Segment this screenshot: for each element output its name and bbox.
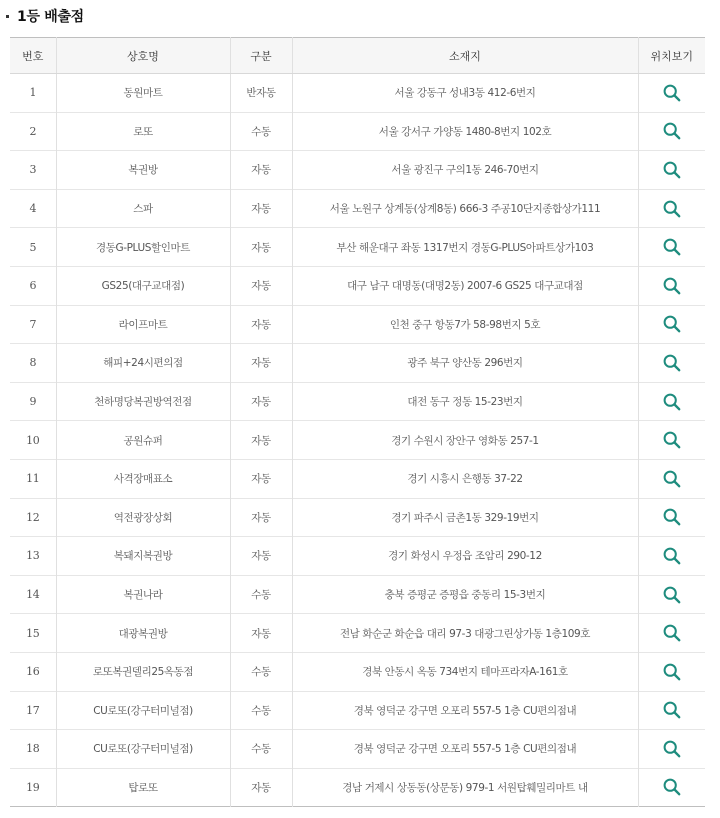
table-row [10, 691, 705, 730]
cell-location [638, 691, 705, 730]
search-icon[interactable] [662, 739, 682, 759]
view-location-button[interactable] [662, 430, 682, 450]
cell-no: 12 [10, 498, 56, 537]
table-row [10, 382, 705, 421]
cell-address: 대전 동구 정동 15-23번지 [292, 382, 638, 421]
search-icon[interactable] [662, 121, 682, 141]
cell-store-name: 로또 [56, 112, 230, 151]
view-location-button[interactable] [662, 83, 682, 103]
view-location-button[interactable] [662, 585, 682, 605]
cell-location [638, 382, 705, 421]
search-icon[interactable] [662, 276, 682, 296]
cell-location [638, 652, 705, 691]
cell-address: 전남 화순군 화순읍 대리 97-3 대광그린상가동 1층109호 [292, 614, 638, 653]
search-icon[interactable] [662, 623, 682, 643]
table-row [10, 498, 705, 537]
header-no: 번호 [10, 38, 56, 74]
search-icon[interactable] [662, 353, 682, 373]
header-location: 위치보기 [638, 38, 705, 74]
table-row [10, 266, 705, 305]
table-row [10, 189, 705, 228]
search-icon[interactable] [662, 392, 682, 412]
cell-location [638, 189, 705, 228]
view-location-button[interactable] [662, 392, 682, 412]
search-icon[interactable] [662, 469, 682, 489]
cell-type: 수동 [230, 652, 292, 691]
cell-address: 광주 북구 양산동 296번지 [292, 344, 638, 383]
view-location-button[interactable] [662, 314, 682, 334]
table-row [10, 421, 705, 460]
header-name: 상호명 [56, 38, 230, 74]
cell-no: 10 [10, 421, 56, 460]
search-icon[interactable] [662, 662, 682, 682]
cell-type: 자동 [230, 459, 292, 498]
view-location-button[interactable] [662, 507, 682, 527]
cell-no: 18 [10, 730, 56, 769]
cell-type: 자동 [230, 305, 292, 344]
cell-type: 자동 [230, 189, 292, 228]
cell-location [638, 266, 705, 305]
search-icon[interactable] [662, 199, 682, 219]
cell-address: 경기 화성시 우정읍 조암리 290-12 [292, 537, 638, 576]
table-body [10, 74, 705, 807]
table-row [10, 305, 705, 344]
cell-no: 8 [10, 344, 56, 383]
cell-address: 서울 노원구 상계동(상계8동) 666-3 주공10단지종합상가111 [292, 189, 638, 228]
table-row [10, 652, 705, 691]
view-location-button[interactable] [662, 160, 682, 180]
view-location-button[interactable] [662, 469, 682, 489]
view-location-button[interactable] [662, 739, 682, 759]
cell-address: 인천 중구 항동7가 58-98번지 5호 [292, 305, 638, 344]
view-location-button[interactable] [662, 237, 682, 257]
header-type: 구분 [230, 38, 292, 74]
cell-location [638, 421, 705, 460]
cell-store-name: 복돼지복권방 [56, 537, 230, 576]
view-location-button[interactable] [662, 700, 682, 720]
cell-store-name: 공원슈퍼 [56, 421, 230, 460]
cell-type: 수동 [230, 730, 292, 769]
table-row [10, 575, 705, 614]
cell-location [638, 305, 705, 344]
cell-type: 자동 [230, 228, 292, 267]
cell-type: 자동 [230, 537, 292, 576]
stores-table [10, 37, 705, 807]
cell-store-name: 동원마트 [56, 74, 230, 113]
header-address: 소재지 [292, 38, 638, 74]
cell-address: 경기 시흥시 은행동 37-22 [292, 459, 638, 498]
cell-address: 서울 강동구 성내3동 412-6번지 [292, 74, 638, 113]
cell-address: 충북 증평군 증평읍 중동리 15-3번지 [292, 575, 638, 614]
search-icon[interactable] [662, 700, 682, 720]
view-location-button[interactable] [662, 777, 682, 797]
table-row [10, 614, 705, 653]
cell-no: 2 [10, 112, 56, 151]
cell-type: 자동 [230, 768, 292, 807]
cell-store-name: GS25(대구교대점) [56, 266, 230, 305]
table-row [10, 537, 705, 576]
cell-no: 14 [10, 575, 56, 614]
cell-store-name: 탑로또 [56, 768, 230, 807]
cell-no: 7 [10, 305, 56, 344]
cell-type: 자동 [230, 614, 292, 653]
cell-no: 15 [10, 614, 56, 653]
cell-address: 대구 남구 대명동(대명2동) 2007-6 GS25 대구교대점 [292, 266, 638, 305]
cell-type: 자동 [230, 344, 292, 383]
cell-store-name: 천하명당복권방역전점 [56, 382, 230, 421]
cell-location [638, 498, 705, 537]
cell-address: 경북 영덕군 강구면 오포리 557-5 1층 CU편의점내 [292, 691, 638, 730]
cell-no: 5 [10, 228, 56, 267]
cell-address: 경북 영덕군 강구면 오포리 557-5 1층 CU편의점내 [292, 730, 638, 769]
table-row [10, 74, 705, 113]
section-title [6, 6, 84, 26]
table-row [10, 730, 705, 769]
cell-store-name: 라이프마트 [56, 305, 230, 344]
view-location-button[interactable] [662, 623, 682, 643]
cell-store-name: CU로또(강구터미널점) [56, 691, 230, 730]
table-row [10, 344, 705, 383]
cell-location [638, 575, 705, 614]
search-icon[interactable] [662, 83, 682, 103]
cell-location [638, 730, 705, 769]
cell-no: 11 [10, 459, 56, 498]
cell-store-name: 로또복권델리25옥동점 [56, 652, 230, 691]
cell-no: 19 [10, 768, 56, 807]
cell-no: 3 [10, 151, 56, 190]
cell-no: 1 [10, 74, 56, 113]
cell-store-name: 역전광장상회 [56, 498, 230, 537]
cell-location [638, 228, 705, 267]
title-bullet [6, 15, 9, 18]
cell-location [638, 768, 705, 807]
cell-location [638, 344, 705, 383]
cell-no: 9 [10, 382, 56, 421]
cell-type: 수동 [230, 691, 292, 730]
cell-no: 16 [10, 652, 56, 691]
view-location-button[interactable] [662, 276, 682, 296]
cell-address: 서울 광진구 구의1동 246-70번지 [292, 151, 638, 190]
cell-address: 경남 거제시 상동동(상문동) 979-1 서원탑훼밀리마트 내 [292, 768, 638, 807]
cell-no: 13 [10, 537, 56, 576]
cell-store-name: 해피+24시편의점 [56, 344, 230, 383]
cell-address: 경북 안동시 옥동 734번지 테마프라자A-161호 [292, 652, 638, 691]
view-location-button[interactable] [662, 662, 682, 682]
cell-type: 수동 [230, 112, 292, 151]
cell-type: 자동 [230, 498, 292, 537]
search-icon[interactable] [662, 314, 682, 334]
cell-no: 6 [10, 266, 56, 305]
search-icon[interactable] [662, 160, 682, 180]
table-row [10, 112, 705, 151]
table-row [10, 151, 705, 190]
cell-type: 자동 [230, 151, 292, 190]
cell-type: 자동 [230, 382, 292, 421]
header-row [10, 38, 705, 74]
view-location-button[interactable] [662, 546, 682, 566]
cell-store-name: 경동G-PLUS할인마트 [56, 228, 230, 267]
cell-location [638, 74, 705, 113]
search-icon[interactable] [662, 777, 682, 797]
view-location-button[interactable] [662, 121, 682, 141]
view-location-button[interactable] [662, 353, 682, 373]
table-row [10, 768, 705, 807]
cell-type: 반자동 [230, 74, 292, 113]
cell-store-name: 복권방 [56, 151, 230, 190]
cell-location [638, 614, 705, 653]
cell-no: 17 [10, 691, 56, 730]
section-title-text: 1등 배출점 [17, 9, 84, 25]
cell-store-name: 사격장매표소 [56, 459, 230, 498]
cell-type: 자동 [230, 421, 292, 460]
cell-address: 경기 수원시 장안구 영화동 257-1 [292, 421, 638, 460]
cell-location [638, 151, 705, 190]
search-icon[interactable] [662, 237, 682, 257]
search-icon[interactable] [662, 546, 682, 566]
cell-no: 4 [10, 189, 56, 228]
cell-location [638, 537, 705, 576]
table-row [10, 228, 705, 267]
table-row [10, 459, 705, 498]
cell-store-name: CU로또(강구터미널점) [56, 730, 230, 769]
table-header [10, 38, 705, 74]
cell-location [638, 459, 705, 498]
search-icon[interactable] [662, 430, 682, 450]
search-icon[interactable] [662, 585, 682, 605]
search-icon[interactable] [662, 507, 682, 527]
cell-store-name: 대광복권방 [56, 614, 230, 653]
cell-store-name: 복권나라 [56, 575, 230, 614]
cell-address: 서울 강서구 가양동 1480-8번지 102호 [292, 112, 638, 151]
stores-table-wrapper [10, 37, 705, 807]
cell-type: 자동 [230, 266, 292, 305]
view-location-button[interactable] [662, 199, 682, 219]
cell-address: 경기 파주시 금촌1동 329-19번지 [292, 498, 638, 537]
cell-store-name: 스파 [56, 189, 230, 228]
cell-address: 부산 해운대구 좌동 1317번지 경동G-PLUS아파트상가103 [292, 228, 638, 267]
cell-type: 수동 [230, 575, 292, 614]
cell-location [638, 112, 705, 151]
